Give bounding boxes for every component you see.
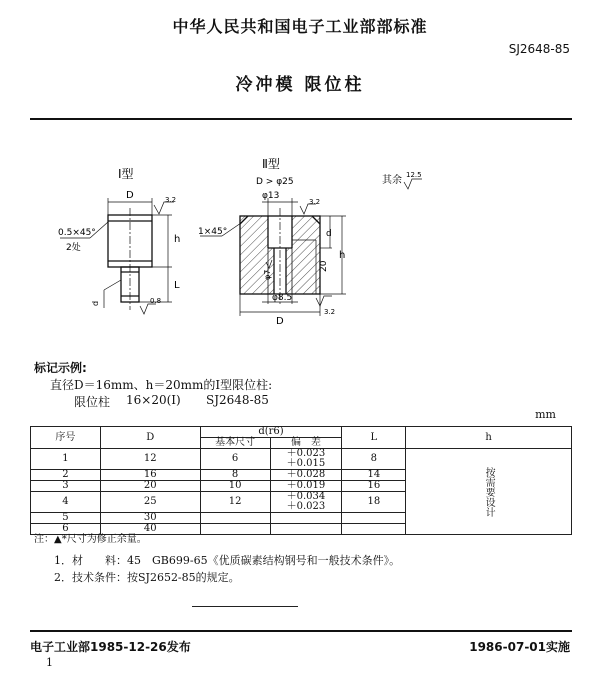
cell-seq: 2: [31, 470, 101, 481]
marking-example-line1: 直径D＝16mm、h＝20mm的Ⅰ型限位柱:: [50, 378, 273, 392]
header-h: h: [406, 427, 572, 449]
cell-basic: [200, 524, 270, 535]
end-rule: [192, 606, 298, 607]
type1-dim-d-label: D: [126, 190, 134, 201]
surface-rest-symbol: [404, 179, 422, 189]
cell-h-note: 按需要设计: [406, 449, 572, 535]
technical-drawing: [0, 130, 600, 355]
top-rule: [30, 118, 572, 120]
standard-org-title: 中华人民共和国电子工业部部标准: [172, 17, 428, 36]
type2-dim-phi7: φ7: [263, 269, 272, 280]
type2-dim-d-label: D: [276, 316, 284, 327]
standard-number: SJ2648-85: [508, 42, 570, 56]
header-d-outer: D: [100, 427, 200, 449]
cell-basic: [200, 513, 270, 524]
type2-chamfer: 1×45°: [198, 227, 228, 237]
header-l: L: [342, 427, 406, 449]
cell-basic: 6: [200, 449, 270, 470]
surface-rest-label: 其余: [382, 175, 402, 186]
cell-l: 14: [342, 470, 406, 481]
cell-seq: 5: [31, 513, 101, 524]
surface-rest-value: 12.5: [406, 171, 422, 179]
header-basic-size: 基本尺寸: [200, 438, 270, 449]
cell-deviation: [270, 524, 342, 535]
cell-basic: 10: [200, 481, 270, 492]
cell-seq: 4: [31, 492, 101, 513]
type2-dim-phi85: φ8.5: [272, 293, 293, 303]
type1-dim-l-label: L: [174, 280, 180, 291]
type1-label: Ⅰ型: [118, 167, 134, 181]
cell-seq: 1: [31, 449, 101, 470]
header-deviation: 偏 差: [270, 438, 342, 449]
cell-deviation: ＋0.028: [270, 470, 342, 481]
cell-basic: 12: [200, 492, 270, 513]
cell-l: 16: [342, 481, 406, 492]
type2-roughness-2: 3.2: [324, 308, 336, 316]
type1-chamfer: 0.5×45°: [58, 228, 96, 238]
issued-date: 电子工业部1985-12-26发布: [30, 640, 191, 654]
marking-example-spec: 16×20(Ⅰ): [126, 393, 181, 407]
type2-dim-phi13: φ13: [262, 191, 280, 201]
cell-l: 18: [342, 492, 406, 513]
table-note: 注：▲*尺寸为修正余量。: [34, 534, 147, 545]
header-seq: 序号: [31, 427, 101, 449]
type2-label: Ⅱ型: [262, 157, 280, 171]
effective-date: 1986-07-01实施: [469, 640, 570, 654]
cell-d: 25: [100, 492, 200, 513]
type2-dim-h-label: h: [339, 250, 346, 261]
footer-rule: [30, 630, 572, 632]
type2-part: [240, 208, 320, 306]
document-title: 冷冲模 限位柱: [235, 75, 365, 95]
requirement-technical: 2．技术条件：按SJ2652-85的规定。: [54, 571, 240, 584]
cell-deviation: [270, 513, 342, 524]
marking-example-std: SJ2648-85: [206, 393, 269, 407]
cell-seq: 6: [31, 524, 101, 535]
cell-l: [342, 524, 406, 535]
cell-deviation: ＋0.019: [270, 481, 342, 492]
table-row: [31, 449, 572, 470]
cell-d: 40: [100, 524, 200, 535]
cell-l: [342, 513, 406, 524]
type1-roughness-1: 3.2: [165, 196, 177, 204]
type1-dim-h-label: h: [174, 234, 181, 245]
cell-d: 16: [100, 470, 200, 481]
cell-deviation: ＋0.034 ＋0.023: [270, 492, 342, 513]
unit-label: mm: [535, 408, 556, 421]
cell-d: 30: [100, 513, 200, 524]
type1-roughness-2: 0.8: [150, 297, 162, 305]
type1-part: [108, 208, 152, 310]
cell-seq: 3: [31, 481, 101, 492]
cell-d: 20: [100, 481, 200, 492]
cell-d: 12: [100, 449, 200, 470]
type1-dim-d: d: [91, 300, 100, 306]
marking-example-name: 限位柱: [74, 395, 111, 409]
type2-roughness-1: 3.2: [309, 198, 321, 206]
page-number: 1: [46, 656, 53, 669]
cell-deviation: ＋0.023 ＋0.015: [270, 449, 342, 470]
type2-dim-d-top: d: [326, 229, 332, 239]
header-d-group: d(r6): [200, 427, 342, 438]
type1-chamfer-note: 2处: [66, 243, 81, 253]
type2-dim-20: 20: [319, 260, 329, 272]
cell-basic: 8: [200, 470, 270, 481]
cell-l: 8: [342, 449, 406, 470]
type2-condition: D > φ25: [256, 177, 294, 187]
requirement-material: 1．材 料：45 GB699-65《优质碳素结构钢号和一般技术条件》。: [54, 554, 401, 567]
spec-table: [30, 426, 572, 535]
marking-example-title: 标记示例:: [34, 361, 87, 375]
